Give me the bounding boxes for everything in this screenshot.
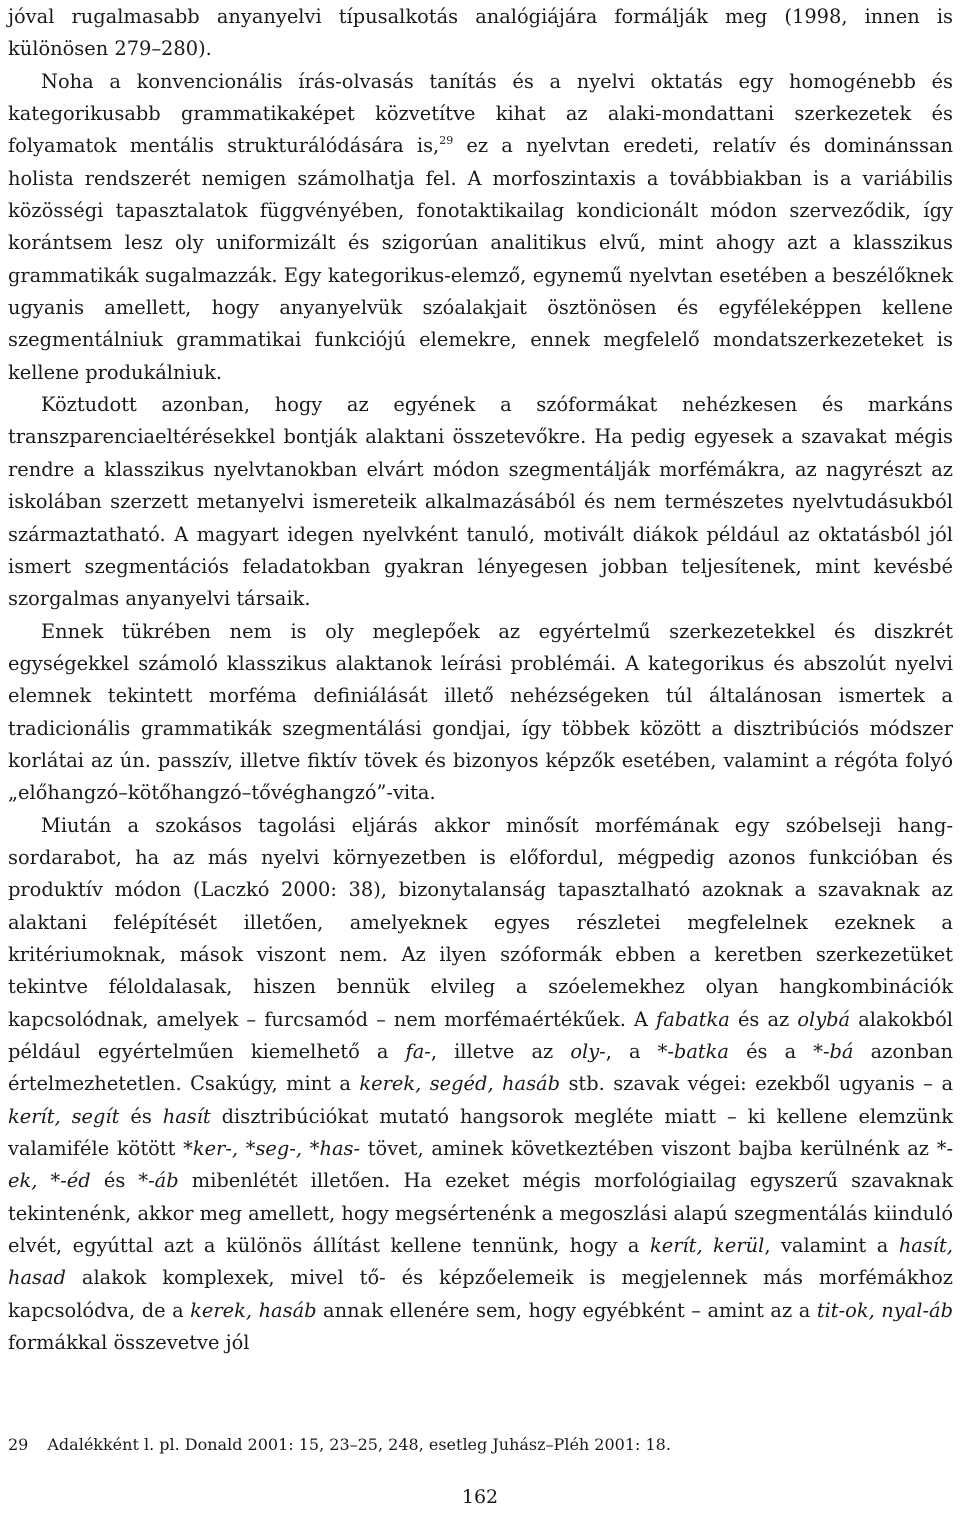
text-run: alakokból például egyértelműen kiemelhető a [8, 1007, 953, 1063]
italic-term: fabatka [656, 1007, 730, 1031]
footnote-number: 29 [8, 1435, 29, 1454]
footnote-ref: 29 [439, 134, 454, 148]
text-run: és [119, 1104, 163, 1128]
page-body [8, 0, 953, 1359]
italic-term: fa- [405, 1040, 431, 1063]
footnote [8, 1433, 953, 1457]
italic-term: oly- [570, 1040, 606, 1063]
text-run: formákkal összevetve jól [8, 1331, 250, 1355]
italic-term: kerek, segéd, hasáb [359, 1072, 561, 1096]
text-run: disztribúciókat mutató hangsorok megléte miatt – ki kellene elemzünk valamiféle kötött [8, 1104, 953, 1161]
text-run: ez a nyelvtan eredeti, relatív és dominánssan holista rendszerét nemigen számolhatja fel. A morfoszintaxis a továbbiakban is a variábilis közösségi tapasztalatok függvényében, fonotaktikailag kondicionált módon szerveződik, így korántsem lesz oly uniformizált és szigorúan analitikus elvű, mint ahogy azt a klasszikus grammatikák sugalmazzák. Egy kategorikus-elemző, egynemű nyelvtan esetében a beszélőknek ugyanis amellett, hogy anyanyelvük szóalakjait ösztönösen és egyféleképpen kellene szegmentálniuk grammatikai funkciójú elemekre, ennek megfelelő mondatszerkezeteket is kellene produkálniuk. [8, 134, 953, 384]
text-run: azonban értelmezhetetlen. Csakúgy, mint a [8, 1040, 953, 1096]
text-run: Köztudott azonban, hogy az egyének a szóformákat nehézkesen és markáns transzparenciaeltérésekkel bontják alaktani összetevőkre. Ha pedig egyesek a szavakat mégis rendre a klasszikus nyelvtanokban elvárt módon szegmentálják morfémákra, az nagyrészt az iskolában szerzett metanyelvi ismereteik alkalmazásából és nem természetes nyelvtudásukból származtatható. A magyart idegen nyelvként tanuló, motivált diákok például az oktatásból jól ismert szegmentációs feladatokban gyakran lényegesen jobban teljesítenek, mint kevésbé szorgalmas anyanyelvi társaik. [8, 393, 953, 611]
text-run: tövet, aminek következtében viszont bajba kerülnénk az [360, 1137, 937, 1161]
italic-term: *ker-, *seg-, *has- [183, 1137, 361, 1161]
footnote-text: Adalékként l. pl. Donald 2001: 15, 23–25, 248, esetleg Juhász–Pléh 2001: 18. [47, 1435, 671, 1454]
italic-term: tit-ok, nyal-áb [816, 1298, 953, 1322]
text-run: Ennek tükrében nem is oly meglepőek az egyértelmű szerkezetekkel és diszkrét egységekkel számoló klasszikus alaktanok leírási problémái. A kategorikus és abszolút nyelvi elemnek tekintett morféma definiálását illető nehézségeken túl általánosan ismertek a tradicionális grammatikák szegmentálási gondjai, így többek között a disztribúciós módszer korlátai az ún. passzív, illetve fiktív tövek és bizonyos képzők esetében, valamint a régóta folyó „előhangzó–kötőhangzó–tővéghangzó”-vita. [8, 619, 953, 805]
italic-term: kerít, segít [8, 1104, 120, 1128]
text-run: , a [605, 1040, 658, 1063]
text-run: Noha a konvencionális írás-olvasás tanítás és a nyelvi oktatás egy homogénebb és kategorikusabb grammatikaképet közvetítve kihat az alaki-mondattani szerkezetek és folyamatok mentális strukturálódására is, [8, 69, 953, 158]
text-run: , valamint a [764, 1234, 899, 1258]
text-run: Miután a szokásos tagolási eljárás akkor minősít morfémának egy szóbelseji hangsordarabot, ha az más nyelvi környezetben is előfordul, mégpedig azonos funkcióban és produktív módon (Laczkó 2000: 38), bizonytalanság tapasztalható azoknak a szavaknak az alaktani felépítését illetően, amelyeknek egyes részletei megfelelnek ezeknek a kritériumoknak, mások viszont nem. Az ilyen szóformák ebben a keretben szerkezetüket tekintve féloldalasak, hiszen bennük elvileg a szóelemekhez olyan hangkombinációk kapcsolódnak, amelyek – furcsamód – nem morfémaértékűek. A [8, 813, 953, 1031]
paragraph [8, 66, 953, 389]
paragraph [8, 810, 953, 1360]
italic-term: *-ek, *-éd [8, 1137, 953, 1193]
italic-term: hasít, hasad [8, 1234, 953, 1290]
italic-term: olybá [797, 1007, 851, 1031]
italic-term: kerek, hasáb [190, 1298, 317, 1322]
text-run: és [90, 1169, 139, 1193]
text-run: alakok komplexek, mivel tő- és képzőelemeik is megjelennek más morfémákhoz kapcsolódva, de a [8, 1266, 953, 1322]
italic-term: *-áb [138, 1169, 179, 1193]
paragraph [8, 389, 953, 615]
page-number: 162 [461, 1486, 499, 1508]
italic-term: hasít [162, 1104, 211, 1128]
italic-term: *-batka [657, 1040, 729, 1063]
main-text [8, 1, 953, 1359]
text-run: jóval rugalmasabb anyanyelvi típusalkotás analógiájára formálják meg (1998, innen is különösen 279–280). [8, 5, 953, 61]
text-run: stb. szavak végei: ezekből ugyanis – a [560, 1072, 954, 1096]
text-run: mibenlétét illetően. Ha ezeket mégis morfológiailag egyszerű szavaknak tekintenénk, akkor meg amellett, hogy megsértenénk a megoszlási alapú szegmentálás kiinduló elvét, egyúttal azt a különös állítást kellene tennünk, hogy a [8, 1169, 953, 1258]
text-run: , illetve az [430, 1040, 571, 1063]
paragraph [8, 1, 953, 66]
italic-term: *-bá [813, 1040, 854, 1063]
italic-term: kerít, kerül [649, 1234, 765, 1258]
paragraph [8, 616, 953, 810]
text-run: annak ellenére sem, hogy egyébként – amint az a [316, 1298, 817, 1322]
text-run: és az [729, 1007, 798, 1031]
text-run: és a [728, 1040, 814, 1063]
